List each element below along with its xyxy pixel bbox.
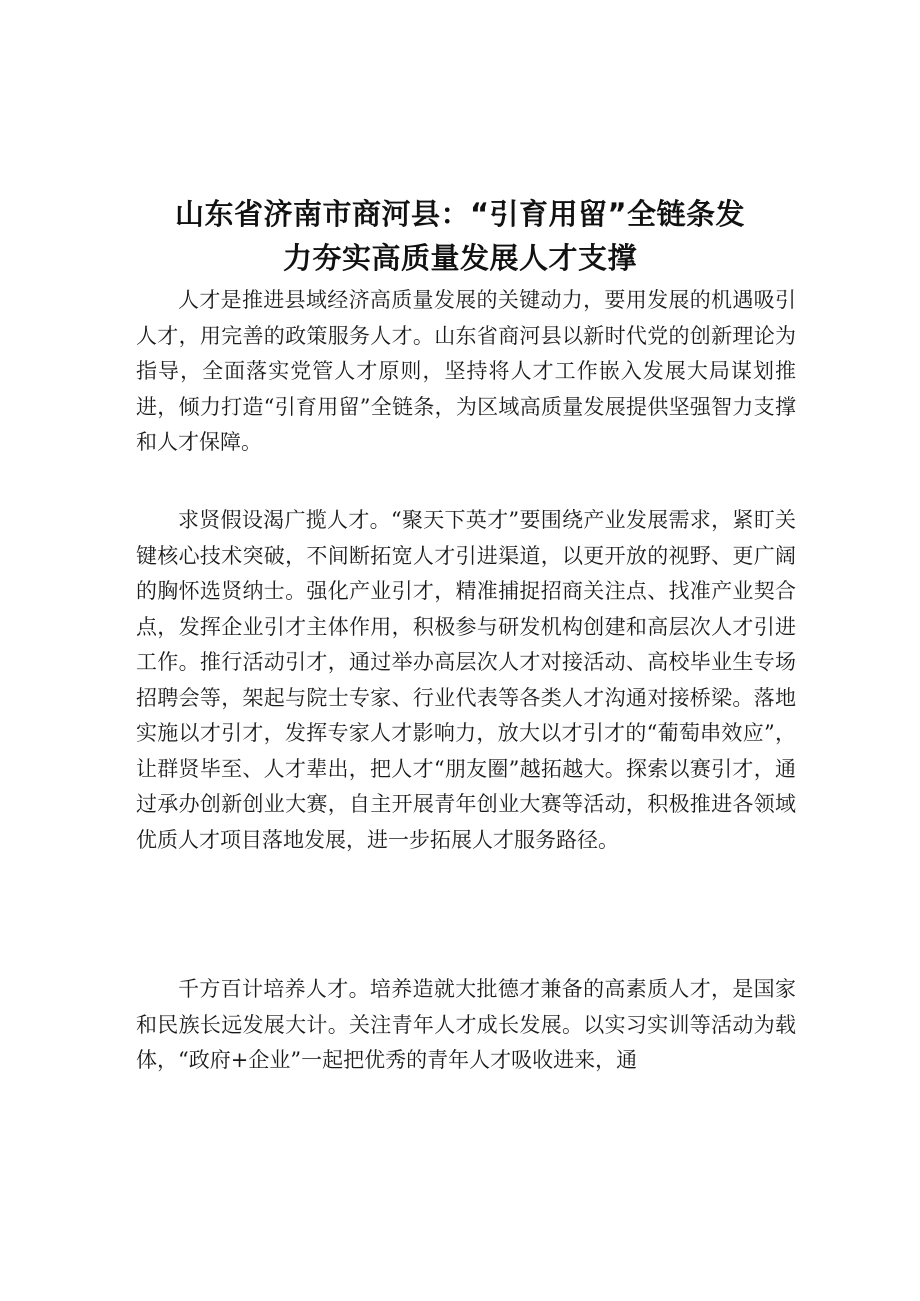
paragraph-intro: 人才是推进县域经济高质量发展的关键动力，要用发展的机遇吸引人才，用完善的政策服务人才。山东省商河县以新时代党的创新理论为指导，全面落实党管人才原则，坚持将人才工作嵌入发展大局谋划推进，倾力打造“引育用留”全链条，为区域高质量发展提供坚强智力支撑和人才保障。 [136,288,796,454]
title-line-1: 山东省济南市商河县：“引育用留”全链条发 [174,197,746,231]
article-title [120,192,800,280]
paragraph-cultivate-talent: 千方百计培养人才。培养造就大批德才兼备的高素质人才，是国家和民族长远发展大计。关注青年人才成长发展。以实习实训等活动为载体，“政府+企业”一起把优秀的青年人才吸收进来，通 [136,977,796,1072]
paragraph-attract-talent: 求贤假设渴广揽人才。“聚天下英才”要围绕产业发展需求，紧盯关键核心技术突破，不间断拓宽人才引进渠道，以更开放的视野、更广阔的胸怀选贤纳士。强化产业引才，精准捕捉招商关注点、找准产业契合点，发挥企业引才主体作用，积极参与研发机构创建和高层次人才引进工作。推行活动引才，通过举办高层次人才对接活动、高校毕业生专场招聘会等，架起与院士专家、行业代表等各类人才沟通对接桥梁。落地实施以才引才，发挥专家人才影响力，放大以才引才的“葡萄串效应”，让群贤毕至、人才辈出，把人才“朋友圈”越拓越大。探索以赛引才，通过承办创新创业大赛，自主开展青年创业大赛等活动，积极推进各领域优质人才项目落地发展，进一步拓展人才服务路径。 [136,508,796,852]
title-line-2: 力夯实高质量发展人才支撑 [282,241,637,275]
